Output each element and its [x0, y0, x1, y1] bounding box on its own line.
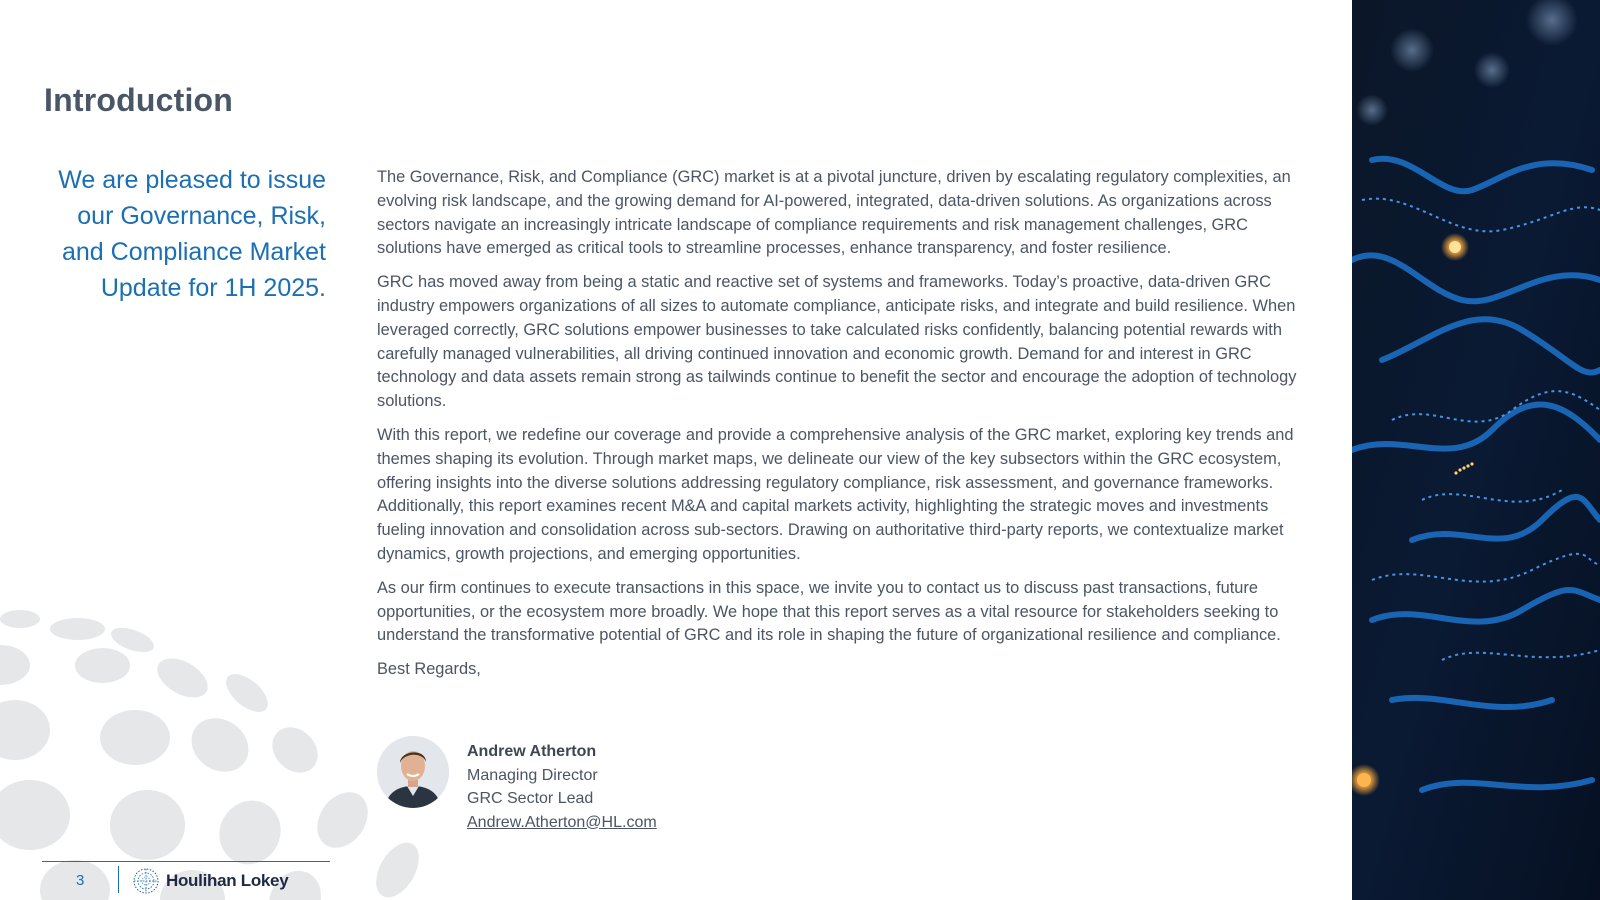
- page-number: 3: [76, 872, 85, 889]
- body-paragraph: GRC has moved away from being a static and reactive set of systems and frameworks. Today’s proactive, data-driven GRC industry empowers organizations of all sizes to automate compliance, anticipate risks, and integrate and build resilience. When leveraged correctly, GRC solutions empower businesses to take calculated risks confidently, balancing potential rewards with carefully managed vulnerabilities, all driving continued innovation and economic growth. Demand for and interest in GRC technology and data assets remain strong as tailwinds continue to benefit the sector and encourage the adoption of technology solutions.: [377, 273, 1297, 411]
- signature-block: [377, 736, 797, 836]
- body-paragraph: The Governance, Risk, and Compliance (GRC) market is at a pivotal juncture, driven by escalating regulatory complexities, an evolving risk landscape, and the growing demand for AI-powered, integrated, data-driven solutions. As organizations across sectors navigate an increasingly intricate landscape of compliance requirements and risk management challenges, GRC solutions have emerged as critical tools to streamline processes, enhance transparency, and foster resilience.: [377, 168, 1291, 258]
- globe-logo-icon: [133, 868, 159, 894]
- decorative-dot-pattern: [0, 600, 420, 900]
- brand-name: Houlihan Lokey: [166, 871, 289, 890]
- closing-text: Best Regards,: [377, 660, 481, 679]
- signatory-title: Managing Director: [467, 766, 598, 784]
- headshot-photo-icon: [377, 736, 449, 808]
- intro-statement: We are pleased to issue our Governance, Risk, and Compliance Market Update for 1H 2025.: [58, 166, 326, 302]
- body-paragraph: With this report, we redefine our coverage and provide a comprehensive analysis of the GRC market, exploring key trends and themes shaping its evolution. Through market maps, we delineate our view of the key subsectors within the GRC ecosystem, offering insights into the diverse solutions addressing regulatory compliance, risk assessment, and governance frameworks. Additionally, this report examines recent M&A and capital markets activity, highlighting the strategic moves and investments fueling innovation and consolidation across sub-sectors. Drawing on authoritative third-party reports, we contextualize market dynamics, growth projections, and emerging opportunities.: [377, 425, 1294, 563]
- circuit-board-image: [1352, 0, 1600, 900]
- avatar: [377, 736, 449, 808]
- signatory-sector-role: GRC Sector Lead: [467, 790, 594, 807]
- letter-body: [377, 166, 1317, 692]
- footer-divider: [42, 861, 330, 862]
- signatory-email-link[interactable]: Andrew.Atherton@HL.com: [467, 813, 657, 831]
- signatory-name: Andrew Atherton: [467, 743, 597, 760]
- page-title: Introduction: [44, 82, 234, 118]
- brand-logo: [133, 868, 288, 894]
- signature-text: [467, 740, 657, 834]
- footer-separator: [118, 866, 119, 893]
- body-paragraph: As our firm continues to execute transactions in this space, we invite you to contact us to discuss past transactions, future opportunities, or the ecosystem more broadly. We hope that this report serves as a vital resource for stakeholders seeking to understand the transformative potential of GRC and its role in shaping the future of organizational resilience and compliance.: [377, 578, 1281, 645]
